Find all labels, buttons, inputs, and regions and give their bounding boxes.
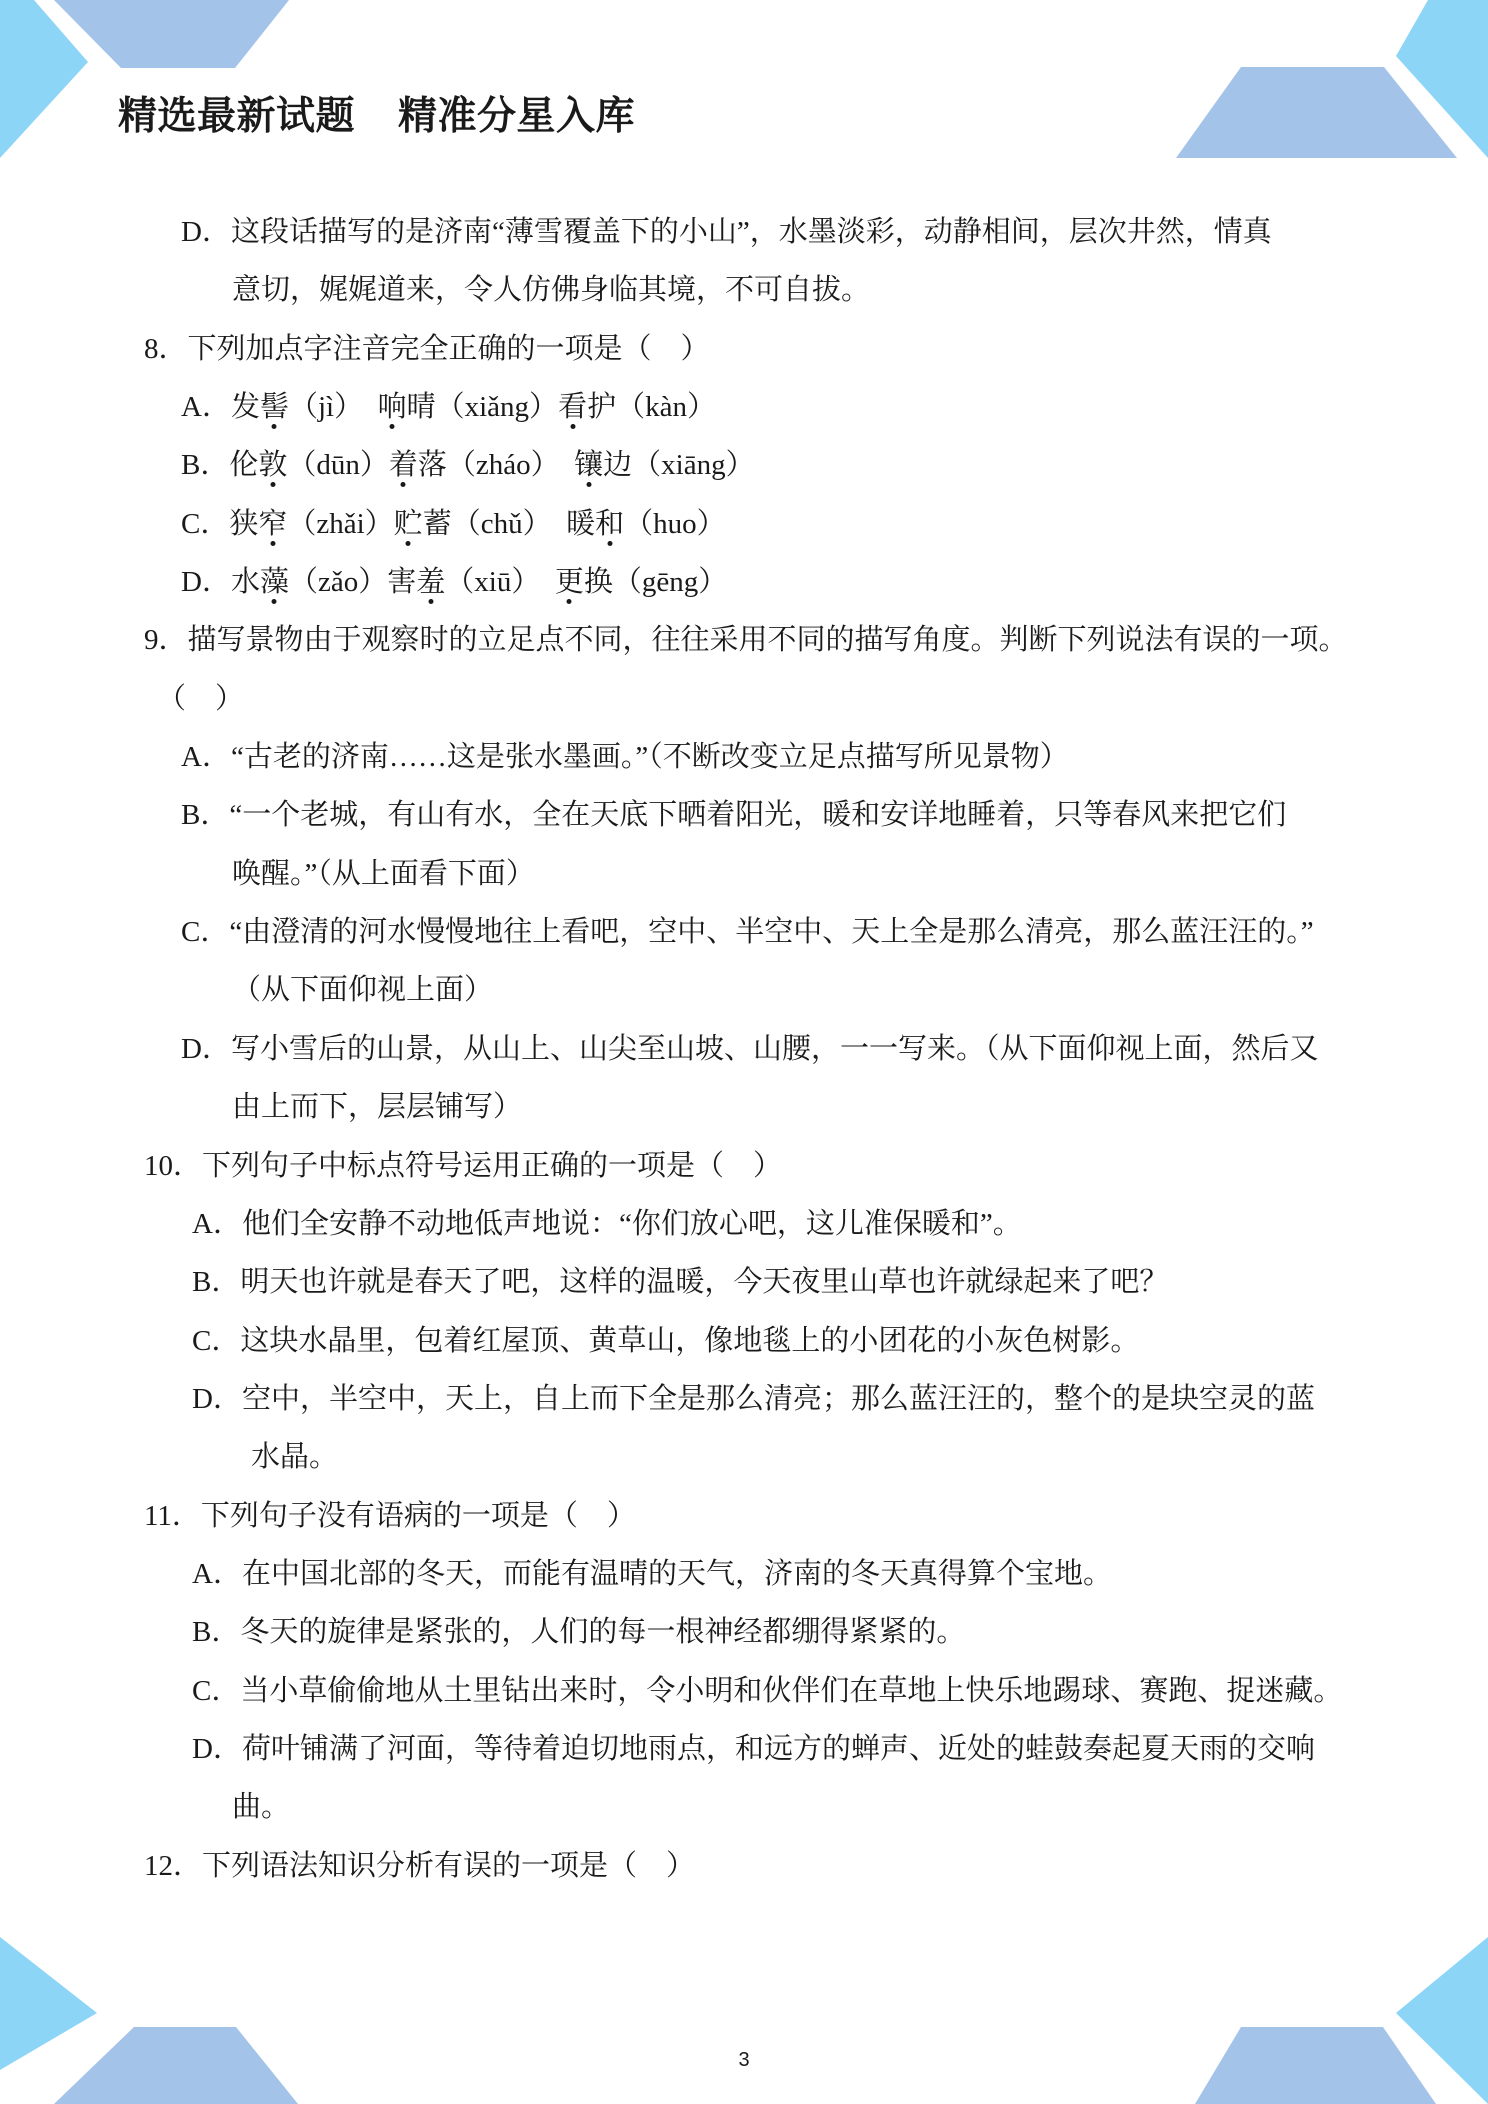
top-left-trapezoid bbox=[54, 0, 289, 68]
option-text: 写小雪后的山景，从山上、山尖至山坡、山腰，一一写来。（从下面仰视上面，然后又 bbox=[230, 1032, 1319, 1065]
pinyin-annotation: 晴（xiǎng） bbox=[406, 391, 559, 424]
page-number: 3 bbox=[738, 2049, 750, 2071]
option-label: D． bbox=[181, 216, 231, 248]
option-word bbox=[555, 566, 727, 598]
question-9-option-b bbox=[0, 786, 1488, 844]
dotted-char: 响 bbox=[377, 391, 407, 424]
dotted-char: 镶 bbox=[574, 449, 604, 482]
question-9-answer-bracket: （ ） bbox=[157, 682, 245, 715]
option-text: 荷叶铺满了河面，等待着迫切地雨点，和远方的蝉声、近处的蛙鼓奏起夏天雨的交响 bbox=[241, 1732, 1315, 1765]
pinyin-annotation: （zǎo） bbox=[288, 566, 388, 599]
option-text: “一个老城，有山有水，全在天底下晒着阳光，暖和安详地睡着，只等春风来把它们 bbox=[229, 799, 1287, 832]
question-8-stem: 8．下列加点字注音完全正确的一项是（ ） bbox=[144, 332, 710, 365]
dotted-char: 藻 bbox=[259, 566, 289, 599]
header-title-right: 精准分星入库 bbox=[398, 95, 636, 138]
question-9-option-d bbox=[0, 1020, 1488, 1078]
dotted-char: 窄 bbox=[258, 507, 288, 540]
option-word bbox=[387, 566, 540, 598]
word-char: 害 bbox=[387, 566, 417, 599]
option-label: C． bbox=[192, 1324, 241, 1357]
question-8-option-c bbox=[0, 495, 1488, 553]
word-char: 发 bbox=[230, 391, 260, 424]
option-word bbox=[378, 391, 558, 423]
option-word bbox=[231, 566, 387, 598]
pinyin-annotation: （huo） bbox=[624, 507, 726, 540]
question-11-option-b bbox=[0, 1603, 1488, 1661]
pinyin-annotation: （zhǎi） bbox=[287, 507, 394, 540]
option-label: B． bbox=[192, 1266, 241, 1299]
option-text-continued: 意切，娓娓道来，令人仿佛身临其境，不可自拔。 bbox=[232, 274, 871, 307]
option-label: C． bbox=[192, 1674, 241, 1707]
option-word bbox=[231, 391, 363, 423]
pinyin-annotation: 换（gēng） bbox=[583, 566, 728, 599]
option-text-continued: 唤醒。”（从上面看下面） bbox=[232, 857, 535, 890]
option-label: D． bbox=[192, 1382, 242, 1415]
dotted-char: 敦 bbox=[258, 449, 288, 482]
option-text: “古老的济南……这是张水墨画。”（不断改变立足点描写所见景物） bbox=[230, 741, 1069, 774]
pinyin-annotation: （dūn） bbox=[287, 449, 389, 482]
option-label: A． bbox=[181, 741, 231, 774]
dotted-char: 看 bbox=[558, 391, 588, 424]
option-label: B． bbox=[181, 799, 230, 832]
word-char: 伦 bbox=[229, 449, 259, 482]
option-word bbox=[394, 508, 552, 540]
dotted-char: 和 bbox=[595, 507, 625, 540]
pinyin-annotation: 蓄（chǔ） bbox=[422, 507, 552, 540]
option-label: A． bbox=[181, 391, 231, 424]
option-label: A． bbox=[192, 1557, 242, 1590]
question-9-stem: 9．描写景物由于观察时的立足点不同，往往采用不同的描写角度。判断下列说法有误的一项。 bbox=[144, 624, 1348, 657]
question-8-option-d bbox=[0, 553, 1488, 611]
question-9-option-c bbox=[0, 903, 1488, 961]
question-12-stem: 12．下列语法知识分析有误的一项是（ ） bbox=[144, 1849, 696, 1882]
option-text: 这块水晶里，包着红屋顶、黄草山，像地毯上的小团花的小灰色树影。 bbox=[240, 1324, 1140, 1357]
option-text: 空中，半空中，天上，自上而下全是那么清亮；那么蓝汪汪的，整个的是块空灵的蓝 bbox=[241, 1382, 1315, 1415]
option-text: 冬天的旋律是紧张的，人们的每一根神经都绷得紧紧的。 bbox=[240, 1616, 966, 1649]
question-7-option-d bbox=[0, 203, 1488, 261]
option-word bbox=[389, 449, 560, 481]
top-left-triangle bbox=[0, 0, 88, 158]
option-text: 他们全安静不动地低声地说：“你们放心吧，这儿准保暖和”。 bbox=[241, 1207, 1022, 1240]
question-8-option-a bbox=[0, 378, 1488, 436]
option-word bbox=[229, 449, 389, 481]
question-10-stem: 10．下列句子中标点符号运用正确的一项是（ ） bbox=[144, 1149, 783, 1182]
option-label: C． bbox=[181, 916, 230, 949]
question-11-option-d bbox=[0, 1720, 1488, 1778]
dotted-char: 髻 bbox=[259, 391, 289, 424]
header-title-left: 精选最新试题 bbox=[118, 95, 356, 138]
dotted-char: 羞 bbox=[416, 566, 446, 599]
question-11-stem: 11．下列句子没有语病的一项是（ ） bbox=[144, 1499, 636, 1532]
question-10-option-d bbox=[0, 1370, 1488, 1428]
word-char: 狭 bbox=[229, 507, 259, 540]
question-10-option-a bbox=[0, 1195, 1488, 1253]
top-right-trapezoid bbox=[1176, 67, 1457, 158]
option-text: 当小草偷偷地从土里钻出来时，令小明和伙伴们在草地上快乐地踢球、赛跑、捉迷藏。 bbox=[240, 1674, 1343, 1707]
dotted-char: 着 bbox=[388, 449, 418, 482]
option-label: D． bbox=[181, 566, 231, 599]
pinyin-annotation: 落（zháo） bbox=[417, 449, 560, 482]
pinyin-annotation: （jì） bbox=[288, 391, 364, 424]
question-8-option-b bbox=[0, 436, 1488, 494]
word-char: 暖 bbox=[566, 507, 596, 540]
option-text: 明天也许就是春天了吧，这样的温暖，今天夜里山草也许就绿起来了吧？ bbox=[240, 1266, 1169, 1299]
option-label: B． bbox=[192, 1616, 241, 1649]
pinyin-annotation: 边（xiāng） bbox=[603, 449, 755, 482]
option-label: A． bbox=[192, 1207, 242, 1240]
option-text: “由澄清的河水慢慢地往上看吧，空中、半空中、天上全是那么清亮，那么蓝汪汪的。” bbox=[229, 916, 1314, 949]
option-word bbox=[229, 508, 393, 540]
option-text: 在中国北部的冬天，而能有温晴的天气，济南的冬天真得算个宝地。 bbox=[241, 1557, 1112, 1590]
option-label: C． bbox=[181, 507, 230, 540]
question-11-option-a bbox=[0, 1545, 1488, 1603]
pinyin-annotation: 护（kàn） bbox=[587, 391, 716, 424]
question-10-option-c bbox=[0, 1312, 1488, 1370]
dotted-char: 更 bbox=[554, 566, 584, 599]
dotted-char: 贮 bbox=[393, 507, 423, 540]
option-label: B． bbox=[181, 449, 230, 482]
option-text-continued: 水晶。 bbox=[251, 1441, 339, 1474]
option-word bbox=[566, 508, 726, 540]
word-char: 水 bbox=[230, 566, 260, 599]
option-text-continued: 由上而下，层层铺写） bbox=[232, 1091, 523, 1124]
question-9-option-a bbox=[0, 728, 1488, 786]
option-label: D． bbox=[192, 1732, 242, 1765]
option-word bbox=[558, 391, 716, 423]
option-text: 这段话描写的是济南“薄雪覆盖下的小山”，水墨淡彩，动静相间，层次井然，情真 bbox=[230, 216, 1272, 248]
page-header bbox=[118, 92, 635, 142]
option-label: D． bbox=[181, 1032, 231, 1065]
option-text-continued: （从下面仰视上面） bbox=[232, 974, 494, 1007]
option-word bbox=[574, 449, 754, 481]
option-text-continued: 曲。 bbox=[232, 1791, 291, 1824]
question-10-option-b bbox=[0, 1253, 1488, 1311]
exam-content bbox=[0, 203, 1488, 1895]
pinyin-annotation: （xiū） bbox=[445, 566, 541, 599]
question-11-option-c bbox=[0, 1662, 1488, 1720]
